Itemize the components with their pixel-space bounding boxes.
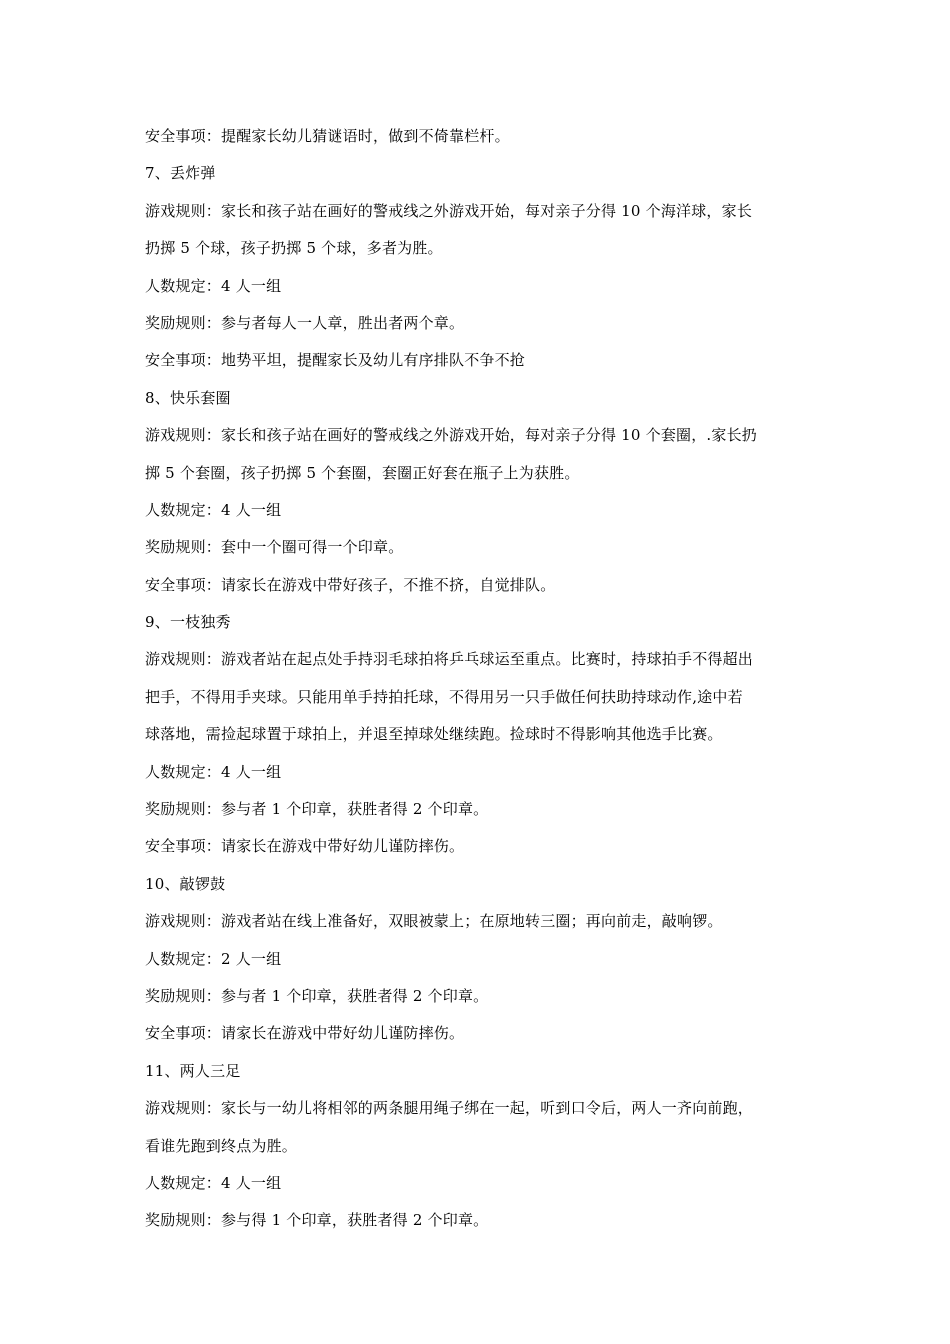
paragraph-line: 看谁先跑到终点为胜。 <box>145 1136 298 1155</box>
paragraph-line: 人数规定：4 人一组 <box>145 276 282 295</box>
paragraph-line: 人数规定：4 人一组 <box>145 762 282 781</box>
paragraph-line: 扔掷 5 个球，孩子扔掷 5 个球，多者为胜。 <box>145 239 443 258</box>
paragraph-line: 游戏规则：家长和孩子站在画好的警戒线之外游戏开始，每对亲子分得 10 个套圈，.家长扔 <box>145 426 757 445</box>
section-heading: 8、快乐套圈 <box>145 388 231 407</box>
paragraph-line: 球落地，需捡起球置于球拍上，并退至掉球处继续跑。捡球时不得影响其他选手比赛。 <box>145 725 723 744</box>
paragraph-line: 人数规定：2 人一组 <box>145 949 282 968</box>
paragraph-line: 奖励规则：参与者 1 个印章，获胜者得 2 个印章。 <box>145 800 489 819</box>
section-heading: 7、丢炸弹 <box>145 164 216 183</box>
paragraph-line: 掷 5 个套圈，孩子扔掷 5 个套圈，套圈正好套在瓶子上为获胜。 <box>145 463 580 482</box>
paragraph-line: 游戏规则：家长与一幼儿将相邻的两条腿用绳子绑在一起，听到口令后，两人一齐向前跑， <box>145 1099 754 1118</box>
paragraph-line: 安全事项：请家长在游戏中带好幼儿谨防摔伤。 <box>145 1024 465 1043</box>
paragraph-line: 奖励规则：参与者每人一人章，胜出者两个章。 <box>145 313 465 332</box>
paragraph-line: 安全事项：请家长在游戏中带好孩子，不推不挤，自觉排队。 <box>145 575 556 594</box>
section-heading: 10、敲锣鼓 <box>145 874 226 893</box>
paragraph-line: 奖励规则：套中一个圈可得一个印章。 <box>145 538 404 557</box>
section-heading: 9、一枝独秀 <box>145 613 231 632</box>
paragraph-line: 安全事项：请家长在游戏中带好幼儿谨防摔伤。 <box>145 837 465 856</box>
paragraph-line: 人数规定：4 人一组 <box>145 1173 282 1192</box>
section-heading: 11、两人三足 <box>145 1061 241 1080</box>
paragraph-line: 把手，不得用手夹球。只能用单手持拍托球，不得用另一只手做任何扶助持球动作,途中若 <box>145 687 743 706</box>
paragraph-line: 奖励规则：参与者 1 个印章，获胜者得 2 个印章。 <box>145 986 489 1005</box>
paragraph-line: 安全事项：地势平坦，提醒家长及幼儿有序排队不争不抢 <box>145 351 526 370</box>
paragraph-line: 奖励规则：参与得 1 个印章，获胜者得 2 个印章。 <box>145 1211 489 1230</box>
paragraph-line: 人数规定：4 人一组 <box>145 500 282 519</box>
paragraph-line: 游戏规则：游戏者站在起点处手持羽毛球拍将乒乓球运至重点。比赛时，持球拍手不得超出 <box>145 650 754 669</box>
paragraph-line: 游戏规则：游戏者站在线上准备好，双眼被蒙上；在原地转三圈；再向前走，敲响锣。 <box>145 912 723 931</box>
paragraph-line: 游戏规则：家长和孩子站在画好的警戒线之外游戏开始，每对亲子分得 10 个海洋球，家长 <box>145 201 753 220</box>
paragraph-line: 安全事项：提醒家长幼儿猜谜语时，做到不倚靠栏杆。 <box>145 127 510 145</box>
document-body <box>145 118 815 1240</box>
